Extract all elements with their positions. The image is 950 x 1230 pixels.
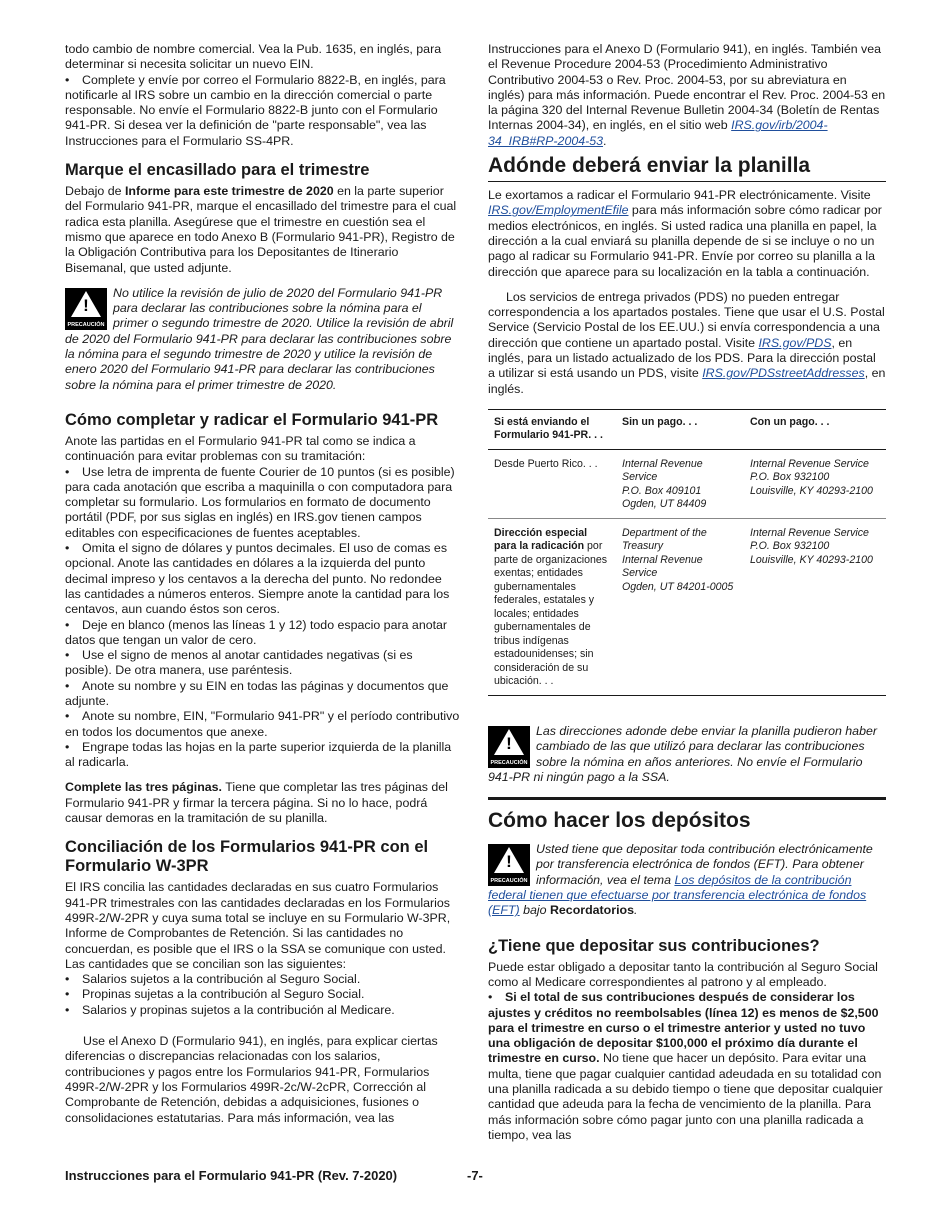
link-pds[interactable]: IRS.gov/PDS	[758, 335, 832, 350]
paragraph: Use el Anexo D (Formulario 941), en inglés, para explicar ciertas diferencias o discrepancias relacionadas con los salarios, contribuciones y pagos entre los Formularios 941-PR, Formularios 499R-2/W-2PR y los Formularios 499R-2c/W-2cPR, Corrección al Comprobante de Retención, debidas a adquisiciones, fusiones o consolidaciones estatutarias. Para más información, vea las	[65, 1034, 438, 1125]
table-cell: Dirección especial para la radicación por parte de organizaciones exentas; entidades gubernamentales federales, estatales y locales; entidades gubernamentales de tribus indígenas estadounidenses; sin consideración de su ubicación. . .	[488, 518, 616, 695]
mailing-address-table	[488, 409, 886, 696]
bullet-item: • Propinas sujetas a la contribución al Seguro Social.	[65, 987, 460, 1002]
caution-icon: ! PRECAUCIÓN	[488, 844, 530, 886]
paragraph: Complete las tres páginas. Tiene que completar las tres páginas del Formulario 941-PR y firmar la tercera página. Si no lo hace, podrá causar demoras en la tramitación de su planilla.	[65, 780, 448, 826]
section-heading: Cómo completar y radicar el Formulario 941-PR	[65, 410, 439, 429]
section-heading: ¿Tiene que depositar sus contribuciones?	[488, 936, 820, 955]
section-heading: Adónde deberá enviar la planilla	[488, 153, 886, 182]
paragraph: Puede estar obligado a depositar tanto la contribución al Seguro Social como al Medicare correspondientes al patrono y al empleado.	[488, 959, 878, 989]
bullet-item: • Use letra de imprenta de fuente Courier de 10 puntos (si es posible) para cada anotación que escriba a maquinilla o con computadora para completar su formulario. Los formularios en formato de documento portátil (PDF, por sus siglas en inglés) en IRS.gov tienen campos editables con especificaciones de fuentes aceptables.	[65, 465, 460, 541]
bullet-item: • Anote su nombre, EIN, "Formulario 941-PR" y el período contributivo en todos los documentos que anexe.	[65, 709, 460, 740]
caution-note	[488, 724, 886, 785]
paragraph: Los servicios de entrega privados (PDS) no pueden entregar correspondencia a los apartados postales. Tiene que usar el U.S. Postal Service (Servicio Postal de los EE.UU.) si envía correspondencia a una dirección que contiene un apartado postal. Visite IRS.gov/PDS, en inglés, para un listado actualizado de los PDS. Para la dirección postal a utilizar si está usando un PDS, visite IRS.gov/PDSstreetAddresses, en inglés.	[488, 289, 886, 396]
table-header: Con un pago. . .	[744, 409, 886, 449]
section-heading: Cómo hacer los depósitos	[488, 797, 886, 836]
caution-note	[65, 286, 460, 393]
caution-icon: ! PRECAUCIÓN	[65, 288, 107, 330]
bullet-item: • Deje en blanco (menos las líneas 1 y 12) todo espacio para anotar datos que tengan un valor de cero.	[65, 618, 460, 649]
bullet-item: • Anote su nombre y su EIN en todas las páginas y documentos que adjunte.	[65, 679, 460, 710]
bullet-item: • Si el total de sus contribuciones después de considerar los ajustes y créditos no reembolsables (línea 12) es menos de $2,500 para el trimestre en curso o el trimestre anterior y usted no tuvo una obligación de depositar $100,000 el próximo día durante el trimestre en curso. No tiene que hacer un depósito. Para evitar una multa, tiene que pagar cualquier cantidad adeudada en su totalidad con una planilla radicada a su debido tiempo o tiene que depositar cualquier cantidad que adeuda para la fecha de vencimiento de la planilla. Para más información sobre cómo pagar junto con una planilla radicada a tiempo, vea las	[488, 990, 886, 1143]
link-employment-efile[interactable]: IRS.gov/EmploymentEfile	[488, 203, 629, 218]
table-header: Si está enviando el Formulario 941-PR. . .	[488, 409, 616, 449]
bullet-item: • Engrape todas las hojas en la parte superior izquierda de la planilla al radicarla.	[65, 740, 460, 771]
right-column	[488, 42, 886, 1143]
paragraph: Anote las partidas en el Formulario 941-PR tal como se indica a continuación para evitar problemas con su tramitación:	[65, 433, 416, 464]
link-rev-proc[interactable]: IRS.gov/irb/2004-34_IRB#RP-2004-53	[488, 118, 828, 148]
bullet-item: • Complete y envíe por correo el Formulario 8822-B, en inglés, para notificarle al IRS sobre un cambio en la dirección comercial o parte responsable. No envíe el Formulario 8822-B junto con el Formulario 941-PR. Si desea ver la definición de "parte responsable", vea las Instrucciones para el Formulario SS-4PR.	[65, 73, 460, 149]
bullet-item: • Salarios sujetos a la contribución al Seguro Social.	[65, 972, 460, 987]
table-cell: Desde Puerto Rico. . .	[488, 449, 616, 518]
paragraph: Le exortamos a radicar el Formulario 941-PR electrónicamente. Visite IRS.gov/EmploymentEfile para más información sobre cómo radicar por medios electrónicos, en inglés. Si usted radica una planilla en papel, la dirección a la cual enviará su planilla depende de si se incluye o no un pago al radicar su Formulario 941-PR. Envíe por correo su planilla a la dirección que aparece para su localización en la tabla a continuación.	[488, 188, 882, 279]
footer-title: Instrucciones para el Formulario 941-PR (Rev. 7-2020)	[65, 1168, 398, 1183]
paragraph: El IRS concilia las cantidades declaradas en sus cuatro Formularios 941-PR trimestrales con las cantidades declaradas en los Formularios 499R-2/W-2PR y cuya suma total se incluye en su Formulario W-3PR, Informe de Comprobantes de Retención. Si las cantidades no concuerdan, es posible que el IRS o la SSA se comunique con usted. Las cantidades que se concilian son las siguientes:	[65, 880, 451, 971]
page-number: -7-	[467, 1168, 483, 1183]
table-cell: Internal Revenue Service P.O. Box 409101 Ogden, UT 84409	[616, 449, 744, 518]
link-pds-street-addresses[interactable]: IRS.gov/PDSstreetAddresses	[702, 366, 865, 381]
table-row	[488, 518, 886, 695]
page-footer	[65, 1168, 885, 1183]
caution-text: No utilice la revisión de julio de 2020 del Formulario 941-PR para declarar las contribuciones sobre la nómina para el primer o segundo trimestre de 2020. Utilice la revisión de abril de 2020 del Formulario 941-PR para declarar las contribuciones sobre la nómina para el segundo trimestre de 2020 y utilice la revisión de enero 2020 del Formulario 941-PR para declarar las contribuciones sobre la nómina para el primer trimestre de 2020.	[65, 285, 454, 392]
table-cell: Internal Revenue Service P.O. Box 932100 Louisville, KY 40293-2100	[744, 449, 886, 518]
section-heading: Marque el encasillado para el trimestre	[65, 161, 370, 180]
caution-text: Las direcciones adonde debe enviar la planilla pudieron haber cambiado de las que utilizó para declarar las contribuciones sobre la nómina en años anteriores. No envíe el Formulario 941-PR ni ningún pago a la SSA.	[488, 723, 877, 784]
table-header: Sin un pago. . .	[616, 409, 744, 449]
bullet-item: • Use el signo de menos al anotar cantidades negativas (si es posible). De otra manera, use paréntesis.	[65, 648, 460, 679]
paragraph: Instrucciones para el Anexo D (Formulario 941), en inglés. También vea el Revenue Procedure 2004-53 (Procedimiento Administrativo Contributivo 2004-53 o Rev. Proc. 2004-53, por su abreviatura en inglés) para más información. Puede encontrar el Rev. Proc. 2004-53 en la página 320 del Internal Revenue Bulletin 2004-34 (Boletín de Rentas Internas 2004-34), en inglés, en el sitio web IRS.gov/irb/2004-34_IRB#RP-2004-53.	[488, 42, 886, 148]
link-eft-deposits[interactable]: Los depósitos de la contribución federal tienen que efectuarse por transferencia electrónica de fondos (EFT)	[488, 872, 867, 918]
table-cell: Internal Revenue Service P.O. Box 932100 Louisville, KY 40293-2100	[744, 518, 886, 695]
caution-icon: ! PRECAUCIÓN	[488, 726, 530, 768]
paragraph: Debajo de Informe para este trimestre de 2020 en la parte superior del Formulario 941-PR, marque el encasillado del trimestre para el cual radica esta planilla. Asegúrese que el trimestre en cuestión sea el mismo que aparece en todo Anexo B (Formulario 941-PR), Registro de la Obligación Contributiva para los Depositantes de Itinerario Bisemanal, que usted adjunte.	[65, 184, 457, 275]
left-column	[65, 42, 460, 1126]
table-cell: Department of the Treasury Internal Revenue Service Ogden, UT 84201-0005	[616, 518, 744, 695]
caution-note	[488, 842, 886, 918]
bullet-item: • Salarios y propinas sujetos a la contribución al Medicare.	[65, 1003, 460, 1018]
caution-text: Usted tiene que depositar toda contribución electrónicamente por transferencia electrónica de fondos (EFT). Para obtener información, vea el tema Los depósitos de la contribución federal tienen que efectuarse por transferencia electrónica de fondos (EFT) bajo Recordatorios.	[488, 842, 873, 918]
paragraph: todo cambio de nombre comercial. Vea la Pub. 1635, en inglés, para determinar si necesita solicitar un nuevo EIN.	[65, 42, 442, 72]
bullet-item: • Omita el signo de dólares y puntos decimales. El uso de comas es opcional. Anote las cantidades en dólares a la izquierda del punto decimal impreso y los centavos a la derecha del punto. No redondee las cantidades a números enteros. Siempre anote la cantidad para los centavos, aun cuando éstos son ceros.	[65, 541, 460, 617]
section-heading: Conciliación de los Formularios 941-PR con el Formulario W-3PR	[65, 838, 429, 876]
table-row	[488, 449, 886, 518]
